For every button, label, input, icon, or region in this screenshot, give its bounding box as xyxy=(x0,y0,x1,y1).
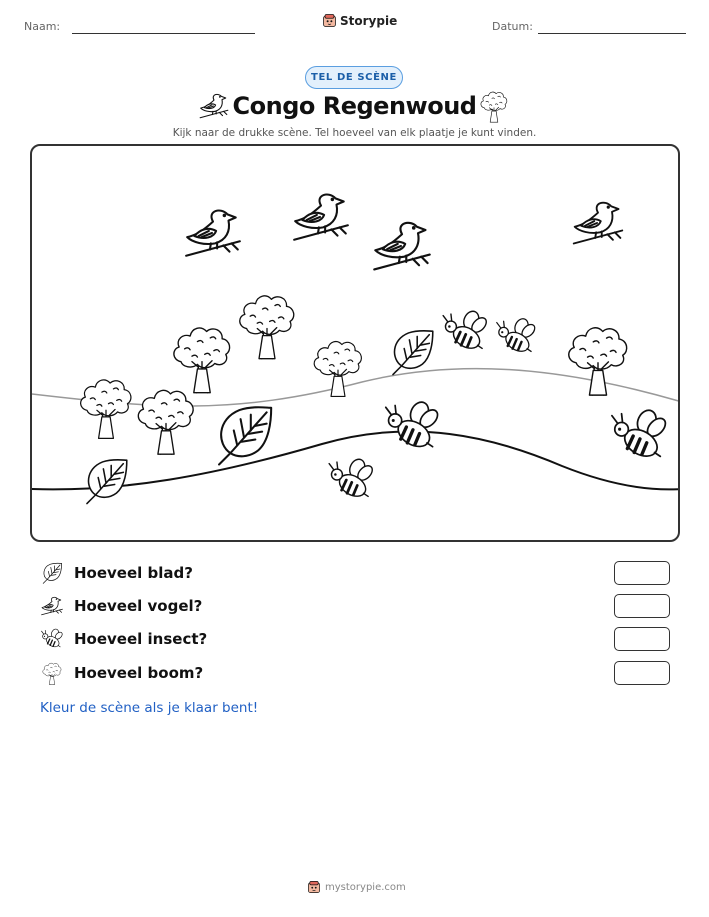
tree-icon xyxy=(564,321,632,397)
name-line[interactable] xyxy=(72,33,255,34)
leaf-icon xyxy=(210,398,278,472)
footer-brand xyxy=(307,880,406,894)
tree-icon xyxy=(310,336,366,398)
brand-name: Storypie xyxy=(340,13,398,28)
question-text: Hoeveel blad? xyxy=(74,564,193,582)
bee-icon xyxy=(382,399,442,455)
date-line[interactable] xyxy=(538,33,686,34)
question-text: Hoeveel boom? xyxy=(74,664,204,682)
answer-box-leaf[interactable] xyxy=(614,561,670,585)
question-leaf xyxy=(40,560,670,586)
answer-box-insect[interactable] xyxy=(614,627,670,651)
answer-box-tree[interactable] xyxy=(614,661,670,685)
date-label: Datum: xyxy=(492,20,533,33)
bird-icon xyxy=(182,204,244,262)
question-text: Hoeveel vogel? xyxy=(74,597,203,615)
question-tree xyxy=(40,660,670,686)
coloring-note: Kleur de scène als je klaar bent! xyxy=(40,700,259,716)
bee-icon xyxy=(440,309,490,355)
bird-icon xyxy=(290,188,352,246)
tree-icon xyxy=(134,384,198,456)
footer-url: mystorypie.com xyxy=(325,881,406,893)
bird-icon xyxy=(40,594,64,618)
question-insect xyxy=(40,626,670,652)
bee-icon xyxy=(494,316,538,358)
storypie-logo xyxy=(322,13,397,28)
bee-icon xyxy=(40,627,64,651)
storypie-mascot-icon xyxy=(307,880,321,894)
page-title: Congo Regenwoud xyxy=(232,92,477,120)
leaf-icon xyxy=(40,561,64,585)
counting-scene xyxy=(30,144,680,542)
bee-icon xyxy=(326,456,376,504)
tree-icon xyxy=(478,89,510,123)
name-label: Naam: xyxy=(24,20,61,33)
leaf-icon xyxy=(80,454,132,508)
bird-icon xyxy=(370,216,434,276)
bird-icon xyxy=(570,196,626,250)
tree-icon xyxy=(76,374,136,440)
tree-icon xyxy=(236,288,298,362)
question-text: Hoeveel insect? xyxy=(74,630,208,648)
activity-badge: TEL DE SCÈNE xyxy=(305,66,403,89)
tree-icon xyxy=(40,661,64,685)
bee-icon xyxy=(608,408,670,464)
question-bird xyxy=(40,593,670,619)
answer-box-bird[interactable] xyxy=(614,594,670,618)
leaf-icon xyxy=(386,322,438,382)
storypie-mascot-icon xyxy=(322,13,337,28)
instructions-text: Kijk naar de drukke scène. Tel hoeveel van elk plaatje je kunt vinden. xyxy=(172,127,537,139)
